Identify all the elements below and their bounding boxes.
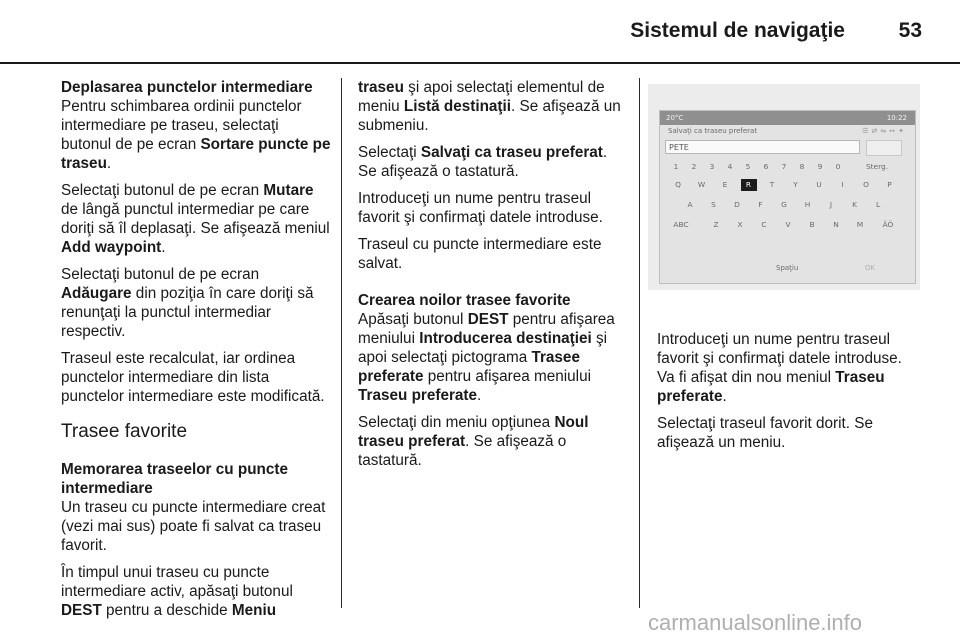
- keyboard-key[interactable]: 9: [817, 162, 823, 171]
- text: pentru a deschide: [101, 602, 232, 619]
- text: Apăsaţi butonul: [358, 311, 468, 328]
- keyboard-key[interactable]: W: [697, 180, 706, 189]
- text: .: [722, 388, 727, 405]
- text: . Se afişează o tastatură.: [358, 144, 608, 180]
- text: . Se afişează o tastatură.: [358, 433, 567, 469]
- space-key[interactable]: Spaţiu: [776, 264, 799, 272]
- keyboard-key[interactable]: D: [734, 200, 740, 209]
- column-divider: [639, 78, 640, 608]
- menu-term: Adăugare: [61, 285, 132, 302]
- text: pentru afişarea meniului: [358, 311, 615, 347]
- menu-term: Add waypoint: [61, 239, 162, 256]
- menu-term: Traseu preferate: [657, 369, 885, 405]
- column-divider: [341, 78, 342, 608]
- screen-photo: [648, 84, 920, 290]
- text: şi apoi selectaţi elementul de meniu: [358, 79, 605, 115]
- menu-term: Traseu preferate: [358, 387, 478, 404]
- key-row-z: [660, 219, 915, 233]
- paragraph: Traseul este recalculat, iar ordinea punctelor intermediare din lista punctelor intermediare este modificată.: [61, 350, 325, 405]
- keyboard-key[interactable]: 8: [799, 162, 805, 171]
- keyboard-key[interactable]: X: [737, 220, 743, 229]
- keyboard-key[interactable]: ÄÖ: [882, 220, 894, 229]
- keyboard-key[interactable]: F: [758, 200, 763, 209]
- keyboard-key[interactable]: G: [781, 200, 787, 209]
- keyboard-key[interactable]: T: [769, 180, 775, 189]
- text: Selectaţi butonul de pe ecran: [61, 182, 264, 199]
- text: Selectaţi butonul de pe ecran: [61, 266, 260, 283]
- paragraph: [358, 143, 630, 181]
- key-row-digits: [660, 161, 915, 175]
- page-number: 53: [898, 19, 922, 42]
- keyboard-key[interactable]: A: [687, 200, 693, 209]
- keyboard-key[interactable]: B: [809, 220, 815, 229]
- keyboard-key[interactable]: C: [761, 220, 767, 229]
- keyboard-key[interactable]: Q: [675, 180, 681, 189]
- page-title: Sistemul de navigaţie: [630, 19, 845, 42]
- keyboard-key[interactable]: J: [829, 200, 833, 209]
- paragraph: Traseul cu puncte intermediare este salvat.: [358, 236, 602, 272]
- column-1: [61, 78, 331, 628]
- header-rule: [0, 62, 960, 64]
- text: Selectaţi: [358, 144, 421, 161]
- infotainment-screen: [659, 110, 916, 284]
- key-row-a: [660, 199, 915, 213]
- subheading-save-routes: Memorarea traseelor cu puncte intermediare: [61, 461, 288, 497]
- keyboard-key[interactable]: 0: [835, 162, 841, 171]
- keyboard-key[interactable]: Y: [793, 180, 798, 189]
- text: pentru afişarea meniului: [423, 368, 591, 385]
- menu-term: Meniu: [231, 602, 277, 619]
- column-3: [657, 330, 919, 460]
- paragraph: Selectaţi traseul favorit dorit. Se afişează un meniu.: [657, 415, 873, 451]
- paragraph: [61, 265, 331, 341]
- keyboard-key[interactable]: Z: [713, 220, 719, 229]
- key-row-q: [660, 179, 915, 193]
- text: din poziţia în care doriţi să renunţaţi la punctul intermediar respectiv.: [61, 285, 314, 340]
- keyboard-key[interactable]: R: [741, 179, 757, 191]
- menu-term: traseu: [358, 79, 404, 96]
- text: .: [106, 155, 112, 172]
- text: . Se afişează un submeniu.: [358, 98, 621, 134]
- ok-key[interactable]: OK: [865, 264, 876, 272]
- watermark: carmanualsonline.info: [648, 610, 863, 635]
- paragraph: [61, 563, 331, 620]
- paragraph: [657, 330, 919, 406]
- keyboard-key[interactable]: E: [722, 180, 728, 189]
- paragraph: [358, 78, 630, 135]
- keyboard-key[interactable]: M: [856, 220, 864, 229]
- menu-term: Trasee preferate: [358, 349, 580, 385]
- keyboard-key[interactable]: K: [852, 200, 857, 209]
- text: .: [161, 239, 166, 256]
- keyboard-key[interactable]: 1: [673, 162, 679, 171]
- text: şi apoi selectaţi pictograma: [358, 330, 608, 366]
- clock-readout: 10:22: [886, 114, 907, 122]
- keyboard-key[interactable]: 6: [763, 162, 769, 171]
- text: Selectaţi din meniu opţiunea: [358, 414, 555, 431]
- paragraph: [358, 413, 630, 470]
- keyboard-key[interactable]: 3: [709, 162, 715, 171]
- suggestion-box: [866, 140, 902, 156]
- subheading-move-waypoints: Deplasarea punctelor intermediare: [61, 79, 313, 96]
- keyboard-key[interactable]: H: [804, 200, 811, 209]
- text: Pentru schimbarea ordinii punctelor intermediare pe traseu, selectaţi butonul de pe ecran: [61, 98, 302, 153]
- text: .: [477, 387, 482, 404]
- status-bar: [660, 111, 915, 125]
- keyboard-key[interactable]: 4: [727, 162, 733, 171]
- button-term: DEST: [61, 602, 102, 619]
- text: În timpul unui traseu cu puncte intermediare activ, apăsaţi butonul: [61, 564, 293, 600]
- keyboard-key[interactable]: L: [875, 200, 881, 209]
- keyboard-key[interactable]: Sterg.: [865, 162, 889, 171]
- menu-term: Salvaţi ca traseu preferat: [420, 144, 603, 161]
- keyboard-key[interactable]: U: [816, 180, 822, 189]
- section-heading: Trasee favorite: [61, 421, 188, 442]
- keyboard-key[interactable]: V: [785, 220, 791, 229]
- paragraph: [61, 181, 331, 257]
- keyboard-key[interactable]: 2: [691, 162, 697, 171]
- menu-term: Sortare puncte pe traseu: [61, 136, 331, 172]
- text: Introduceţi un nume pentru traseul favorit şi confirmaţi datele introduse. Va fi afişat din nou meniul: [657, 331, 902, 386]
- keyboard-key[interactable]: 7: [781, 162, 787, 171]
- temperature-readout: 20°C: [666, 114, 684, 122]
- screen-title: Salvaţi ca traseu preferat: [668, 127, 758, 135]
- text: de lângă punctul intermediar pe care doriţi să îl deplasaţi. Se afişează meniul: [61, 201, 330, 237]
- keyboard-key[interactable]: P: [887, 180, 892, 189]
- paragraph: [358, 310, 630, 405]
- keyboard-key[interactable]: N: [833, 220, 839, 229]
- menu-term: Listă destinaţii: [403, 98, 512, 115]
- keyboard-key[interactable]: S: [711, 200, 716, 209]
- paragraph: Un traseu cu puncte intermediare creat (vezi mai sus) poate fi salvat ca traseu favorit.: [61, 499, 326, 554]
- menu-term: Mutare: [263, 182, 314, 199]
- keyboard-key[interactable]: I: [841, 180, 844, 189]
- page-header: [0, 0, 960, 64]
- keyboard-key[interactable]: 5: [745, 162, 751, 171]
- menu-term: Noul traseu preferat: [358, 414, 589, 450]
- route-option-icons: ☰⇄⇋↔✦: [862, 127, 907, 135]
- keyboard-key[interactable]: ABC: [673, 220, 689, 229]
- menu-term: Introducerea destinaţiei: [419, 330, 592, 347]
- keyboard-bottom-bar: [660, 261, 915, 277]
- subheading-new-routes: Crearea noilor trasee favorite: [358, 292, 571, 309]
- paragraph: Introduceţi un nume pentru traseul favorit şi confirmaţi datele introduse.: [358, 190, 603, 226]
- route-name-input[interactable]: PETE: [665, 140, 860, 154]
- paragraph: [61, 97, 331, 173]
- keyboard-key[interactable]: O: [863, 180, 869, 189]
- button-term: DEST: [467, 311, 509, 328]
- column-2: [358, 78, 630, 478]
